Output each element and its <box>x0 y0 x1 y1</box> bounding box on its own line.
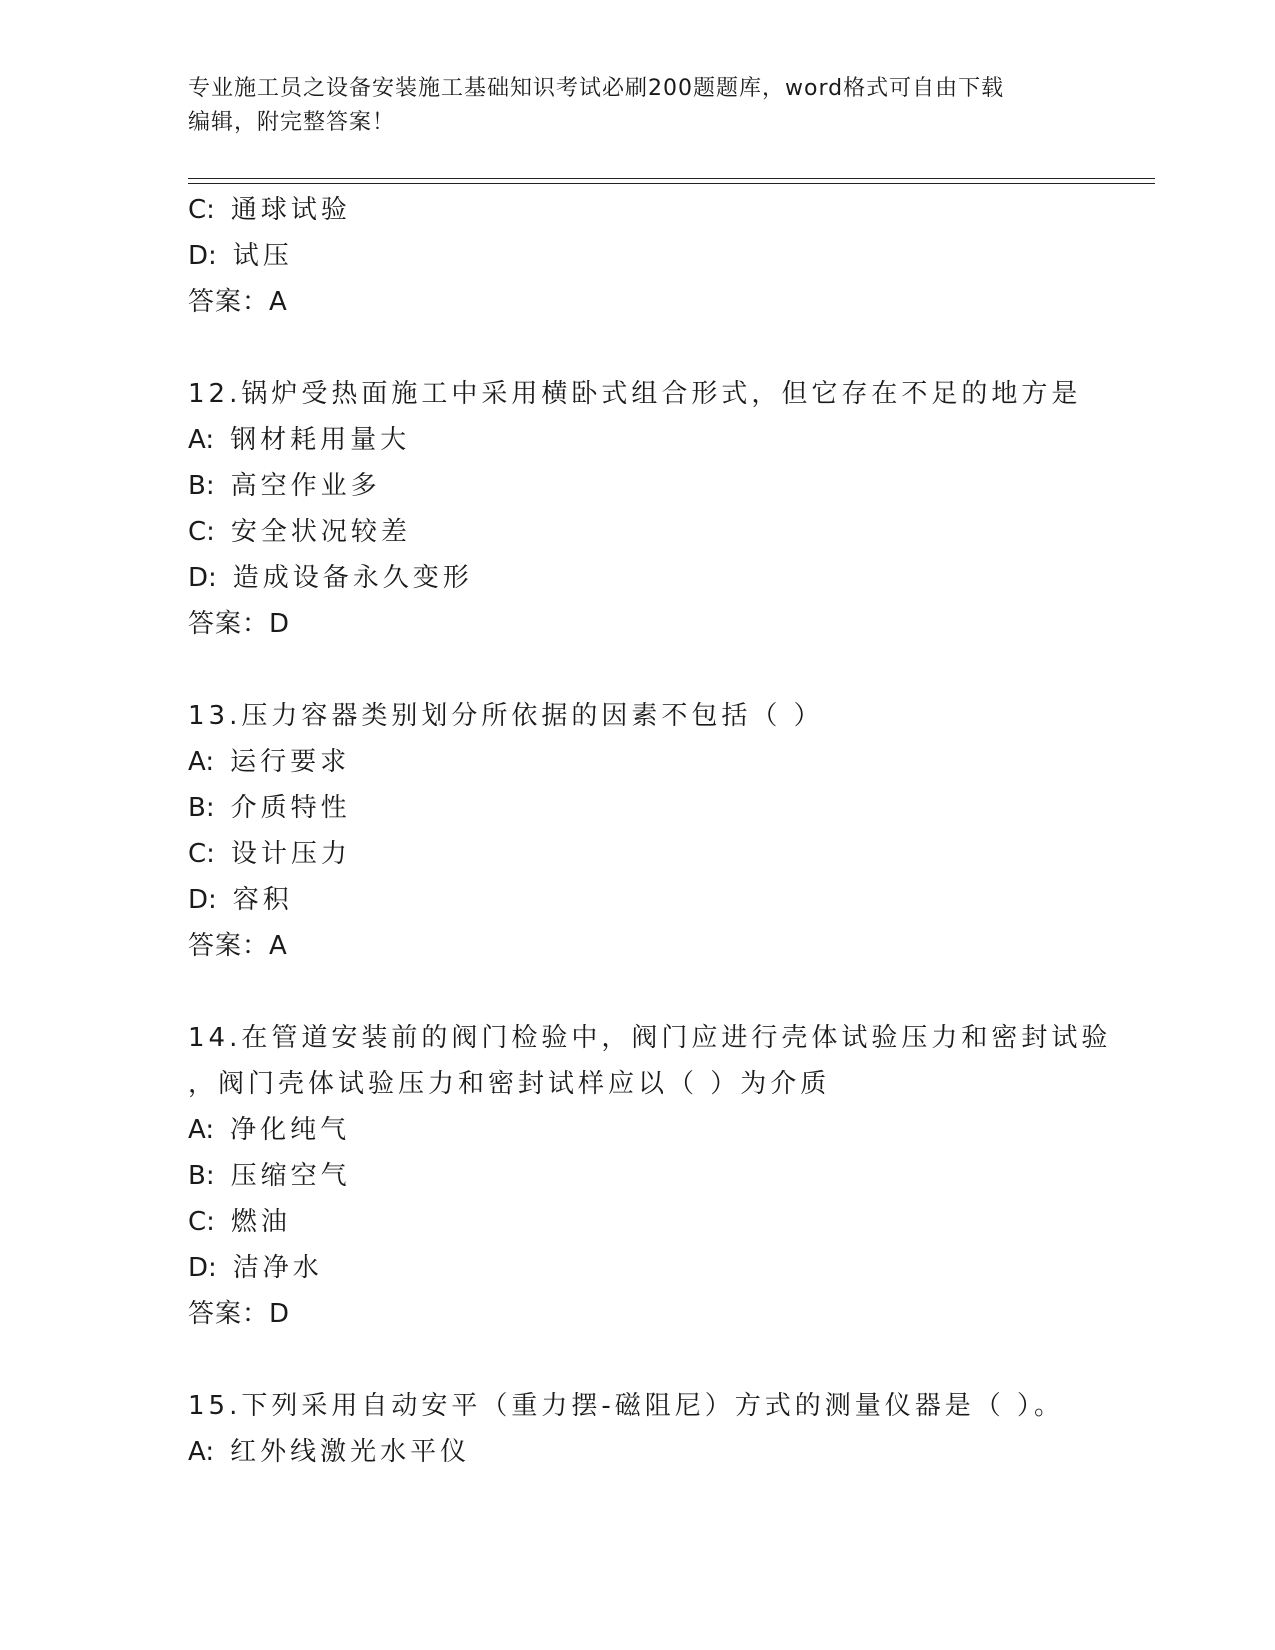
option-text: 介质特性 <box>230 793 351 823</box>
question-list <box>188 187 1148 1475</box>
question-carryover <box>188 187 1148 325</box>
option-label: C: <box>188 517 215 547</box>
header-title-line-2: 编辑，附完整答案！ <box>188 110 396 135</box>
option-label: C: <box>188 839 215 869</box>
option-label: D: <box>188 563 217 593</box>
option-c <box>188 831 1148 877</box>
question-stem: 14.在管道安装前的阀门检验中，阀门应进行壳体试验压力和密封试验 <box>188 1023 1112 1053</box>
option-text: 安全状况较差 <box>230 517 411 547</box>
question-14 <box>188 1015 1148 1337</box>
option-label: A: <box>188 1115 215 1145</box>
option-label: D: <box>188 885 217 915</box>
answer-line: 答案：A <box>188 287 288 317</box>
option-label: D: <box>188 241 217 271</box>
option-text: 通球试验 <box>230 195 351 225</box>
option-d <box>188 555 1148 601</box>
option-label: A: <box>188 425 215 455</box>
option-text: 压缩空气 <box>230 1161 351 1191</box>
option-label: A: <box>188 1437 215 1467</box>
option-a <box>188 739 1148 785</box>
question-stem: 15.下列采用自动安平（重力摆-磁阻尼）方式的测量仪器是（ ）。 <box>188 1391 1064 1421</box>
option-label: C: <box>188 195 215 225</box>
option-c <box>188 509 1148 555</box>
question-13 <box>188 693 1148 969</box>
option-label: B: <box>188 471 215 501</box>
option-a <box>188 417 1148 463</box>
option-b <box>188 1153 1148 1199</box>
option-label: B: <box>188 793 215 823</box>
option-label: A: <box>188 747 215 777</box>
option-a <box>188 1107 1148 1153</box>
option-d <box>188 1245 1148 1291</box>
option-text: 容积 <box>232 885 293 915</box>
answer-line: 答案：D <box>188 1299 291 1329</box>
option-b <box>188 785 1148 831</box>
option-a <box>188 1429 1148 1475</box>
option-d <box>188 233 1148 279</box>
option-text: 造成设备永久变形 <box>232 563 473 593</box>
option-text: 高空作业多 <box>230 471 381 501</box>
option-text: 洁净水 <box>232 1253 323 1283</box>
option-b <box>188 463 1148 509</box>
option-c <box>188 1199 1148 1245</box>
option-text: 运行要求 <box>230 747 351 777</box>
option-text: 红外线激光水平仪 <box>230 1437 471 1467</box>
question-stem: 13.压力容器类别划分所依据的因素不包括（ ） <box>188 701 824 731</box>
option-text: 钢材耗用量大 <box>230 425 411 455</box>
option-label: B: <box>188 1161 215 1191</box>
option-text: 净化纯气 <box>230 1115 351 1145</box>
answer-line: 答案：D <box>188 609 291 639</box>
option-text: 燃油 <box>230 1207 291 1237</box>
question-stem: 12.锅炉受热面施工中采用横卧式组合形式，但它存在不足的地方是 <box>188 379 1082 409</box>
option-c <box>188 187 1148 233</box>
question-12 <box>188 371 1148 647</box>
answer-line: 答案：A <box>188 931 288 961</box>
option-label: C: <box>188 1207 215 1237</box>
question-stem-continued: ，阀门壳体试验压力和密封试样应以（ ）为介质 <box>188 1069 831 1099</box>
header-divider-secondary <box>188 183 1155 184</box>
header-title-line-1: 专业施工员之设备安装施工基础知识考试必刷200题题库，word格式可自由下载 <box>188 76 1005 101</box>
question-15 <box>188 1383 1148 1475</box>
header-divider <box>188 178 1155 179</box>
option-text: 设计压力 <box>230 839 351 869</box>
document-header <box>188 72 1088 140</box>
option-text: 试压 <box>232 241 293 271</box>
option-label: D: <box>188 1253 217 1283</box>
option-d <box>188 877 1148 923</box>
